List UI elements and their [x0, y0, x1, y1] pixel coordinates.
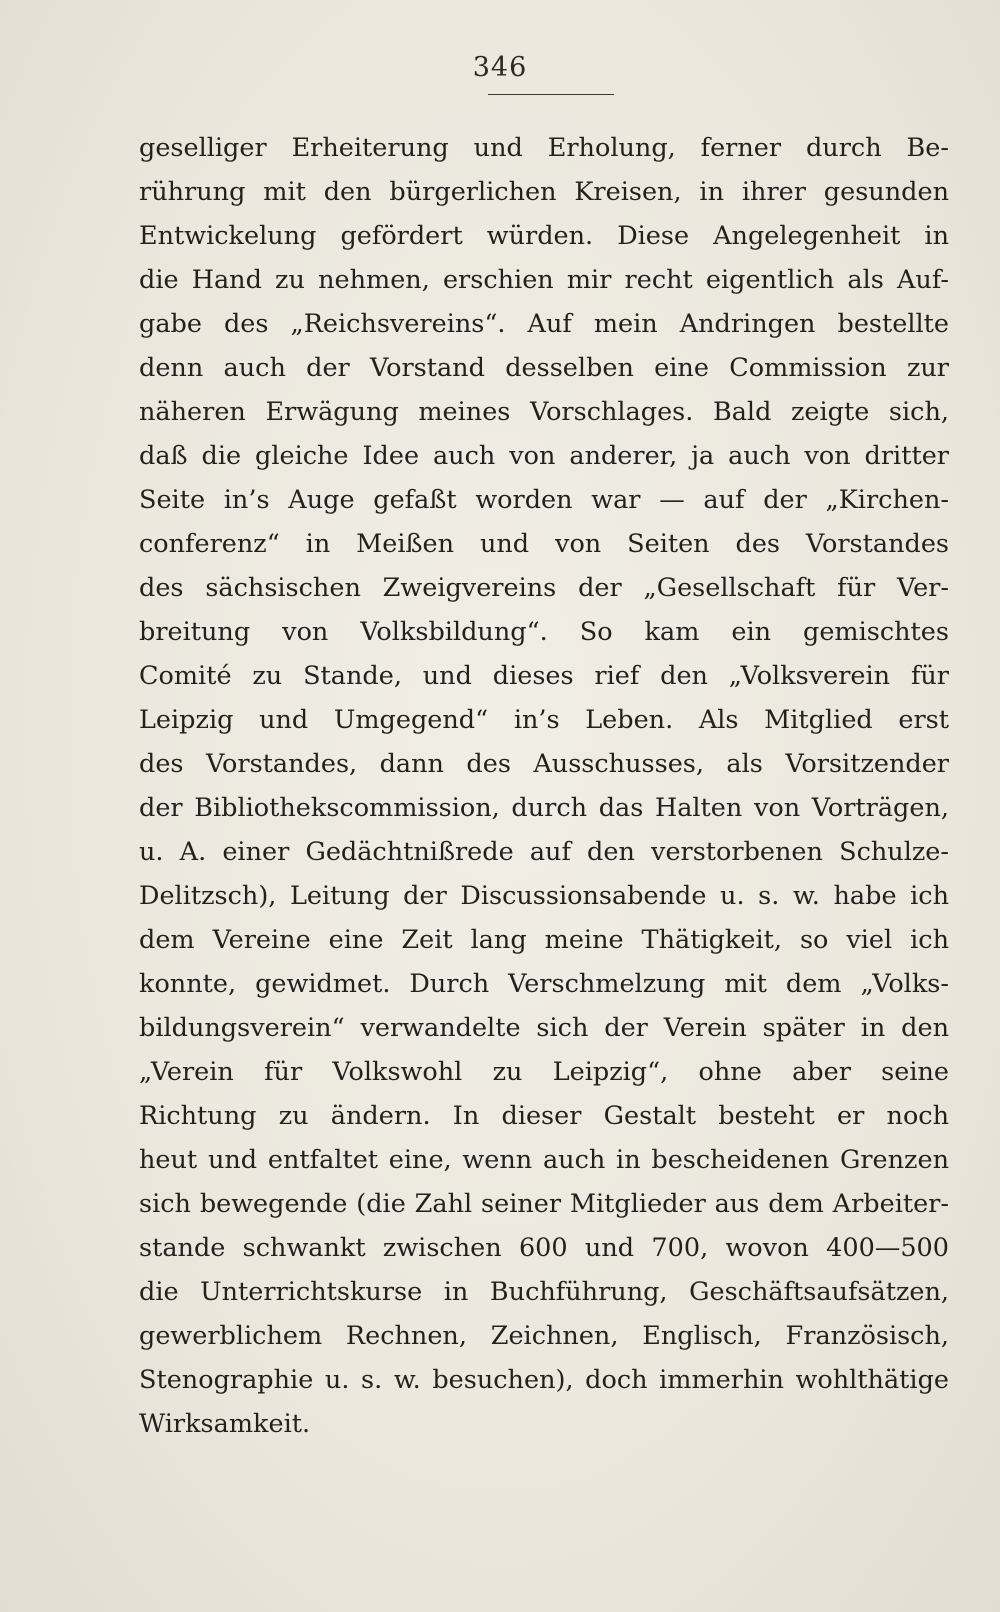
text-line: die Unterrichtskurse in Buchführung, Geschäftsaufsätzen, [139, 1277, 949, 1307]
text-line: der Bibliothekscommission, durch das Halten von Vorträgen, [139, 793, 949, 823]
text-line: Entwickelung gefördert würden. Diese Angelegenheit in [139, 221, 949, 251]
text-line: gabe des „Reichsvereins“. Auf mein Andringen bestellte [139, 309, 949, 339]
text-line: rührung mit den bürgerlichen Kreisen, in ihrer gesunden [139, 177, 949, 207]
text-line: denn auch der Vorstand desselben eine Commission zur [139, 353, 949, 383]
text-line: breitung von Volksbildung“. So kam ein gemischtes [139, 617, 949, 647]
text-line: konnte, gewidmet. Durch Verschmelzung mit dem „Volks- [139, 969, 949, 999]
header-rule [488, 94, 614, 95]
text-line: sich bewegende (die Zahl seiner Mitglieder aus dem Arbeiter- [139, 1189, 949, 1219]
body-paragraph [139, 126, 949, 1446]
text-line: heut und entfaltet eine, wenn auch in bescheidenen Grenzen [139, 1145, 949, 1175]
text-line: „Verein für Volkswohl zu Leipzig“, ohne aber seine [139, 1057, 949, 1087]
text-line: Leipzig und Umgegend“ in’s Leben. Als Mitglied erst [139, 705, 949, 735]
text-line: des Vorstandes, dann des Ausschusses, als Vorsitzender [139, 749, 949, 779]
page-number: 346 [472, 52, 528, 83]
text-line: Stenographie u. s. w. besuchen), doch immerhin wohlthätige [139, 1365, 949, 1395]
text-line: näheren Erwägung meines Vorschlages. Bald zeigte sich, [139, 397, 949, 427]
text-line: Delitzsch), Leitung der Discussionsabende u. s. w. habe ich [139, 881, 949, 911]
text-line: geselliger Erheiterung und Erholung, ferner durch Be- [139, 133, 949, 163]
text-line: u. A. einer Gedächtnißrede auf den verstorbenen Schulze- [139, 837, 949, 867]
text-line: des sächsischen Zweigvereins der „Gesellschaft für Ver- [139, 573, 949, 603]
text-line: Comité zu Stande, und dieses rief den „Volksverein für [139, 661, 949, 691]
text-line: bildungsverein“ verwandelte sich der Verein später in den [139, 1013, 949, 1043]
text-line: Wirksamkeit. [139, 1409, 311, 1439]
text-line: Richtung zu ändern. In dieser Gestalt besteht er noch [139, 1101, 949, 1131]
text-line: Seite in’s Auge gefaßt worden war — auf der „Kirchen- [139, 485, 949, 515]
text-line: stande schwankt zwischen 600 und 700, wovon 400—500 [139, 1233, 949, 1263]
text-line: dem Vereine eine Zeit lang meine Thätigkeit, so viel ich [139, 925, 949, 955]
text-line: die Hand zu nehmen, erschien mir recht eigentlich als Auf- [139, 265, 949, 295]
text-line: conferenz“ in Meißen und von Seiten des Vorstandes [139, 529, 949, 559]
text-line: gewerblichem Rechnen, Zeichnen, Englisch, Französisch, [139, 1321, 949, 1351]
text-line: daß die gleiche Idee auch von anderer, ja auch von dritter [139, 441, 949, 471]
